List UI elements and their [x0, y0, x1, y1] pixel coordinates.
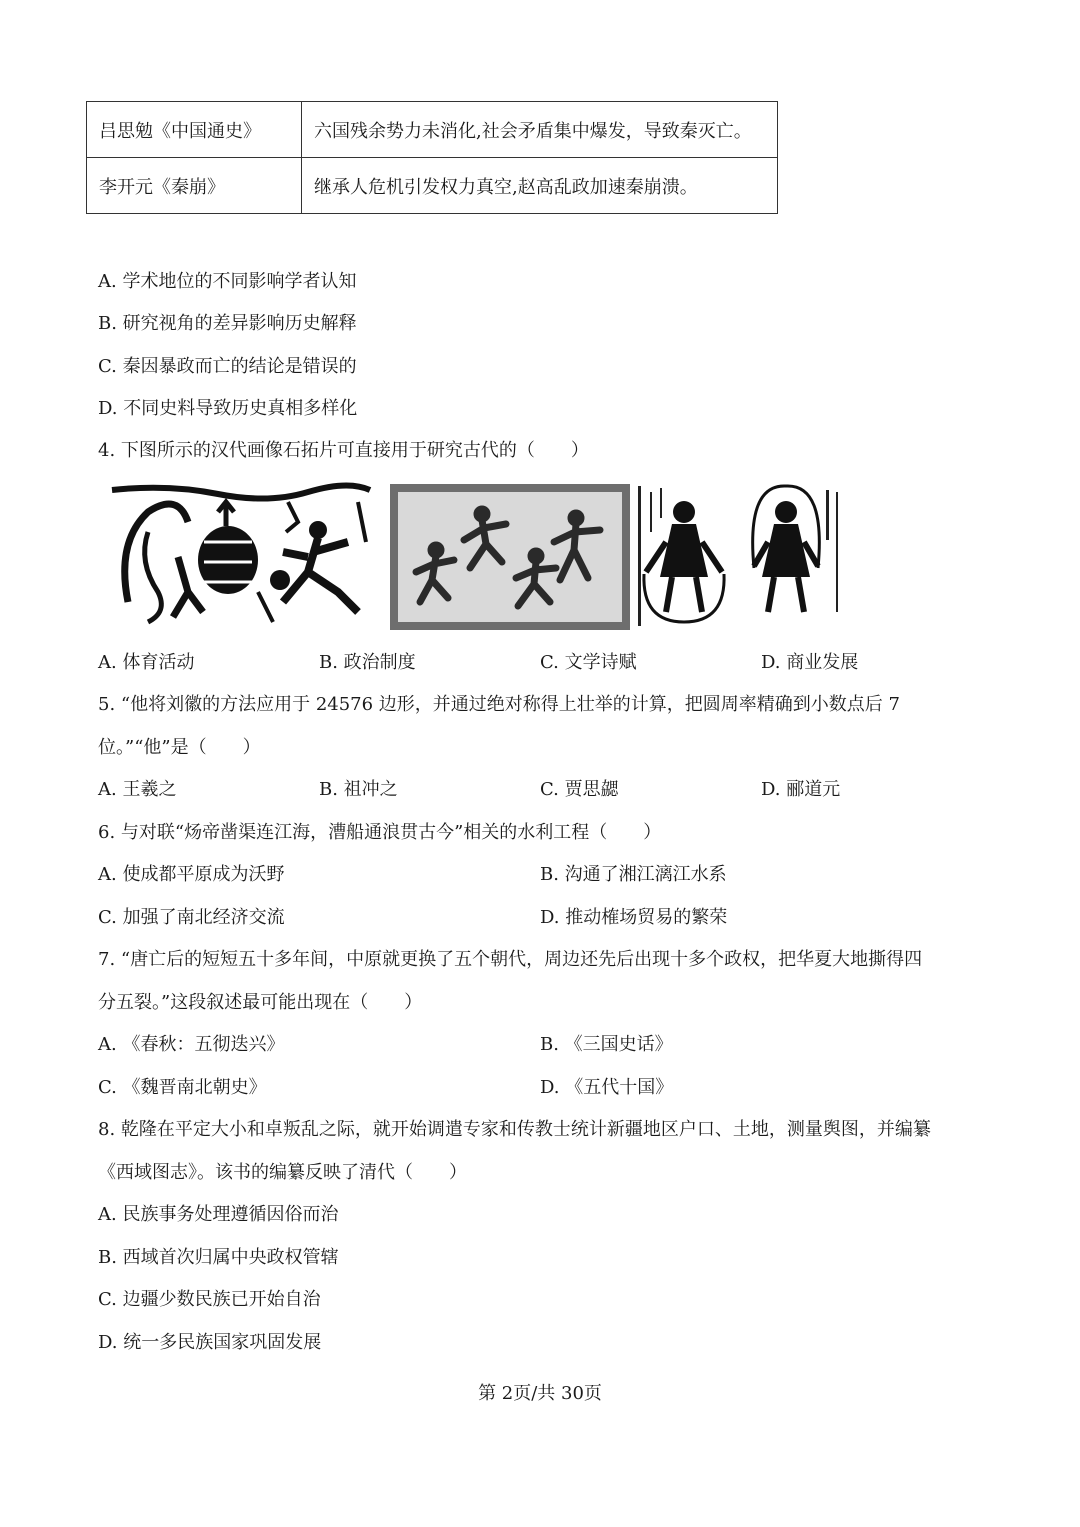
q3-option-d: D. 不同史料导致历史真相多样化	[98, 398, 358, 419]
q8-option-d: D. 统一多民族国家巩固发展	[98, 1332, 322, 1353]
q6-option-a: A. 使成都平原成为沃野	[98, 864, 285, 885]
q3-option-c: C. 秦因暴政而亡的结论是错误的	[98, 356, 357, 377]
q5-option-c: C. 贾思勰	[540, 779, 619, 800]
q6-option-b: B. 沟通了湘江漓江水系	[540, 864, 727, 885]
rubbing-dancers-image	[390, 484, 630, 630]
q5-option-d: D. 郦道元	[761, 779, 841, 800]
q7-option-c: C. 《魏晋南北朝史》	[98, 1077, 267, 1098]
q5-stem-line1: 5. “他将刘徽的方法应用于 24576 边形，并通过绝对称得上壮举的计算，把圆周率精确到小数点后 7	[98, 694, 900, 715]
q8-option-a: A. 民族事务处理遵循因俗而治	[98, 1204, 339, 1225]
table-cell-view: 继承人危机引发权力真空,赵高乱政加速秦崩溃。	[302, 158, 778, 214]
table-cell-source: 李开元《秦崩》	[87, 158, 302, 214]
q8-option-c: C. 边疆少数民族已开始自治	[98, 1289, 321, 1310]
q7-option-a: A. 《春秋：五彻迭兴》	[98, 1034, 285, 1055]
table-row	[87, 158, 778, 214]
q6-stem: 6. 与对联“炀帝凿渠连江海，漕船通浪贯古今”相关的水利工程（ ）	[98, 822, 662, 843]
q7-stem-line1: 7. “唐亡后的短短五十多年间，中原就更换了五个朝代，周边还先后出现十多个政权，把华夏大地撕得四	[98, 949, 923, 970]
q8-option-b: B. 西域首次归属中央政权管辖	[98, 1247, 339, 1268]
q3-option-b: B. 研究视角的差异影响历史解释	[98, 313, 357, 334]
q4-option-c: C. 文学诗赋	[540, 652, 637, 673]
q4-option-d: D. 商业发展	[761, 652, 859, 673]
q8-stem-line2: 《西域图志》。该书的编纂反映了清代（ ）	[98, 1162, 467, 1183]
q7-option-b: B. 《三国史话》	[540, 1034, 673, 1055]
rubbing-ball-game-image	[108, 482, 374, 632]
q4-option-a: A. 体育活动	[98, 652, 195, 673]
q7-option-d: D. 《五代十国》	[540, 1077, 674, 1098]
q5-stem-line2: 位。”“他”是（ ）	[98, 737, 261, 758]
table-cell-view: 六国残余势力未消化,社会矛盾集中爆发，导致秦灭亡。	[302, 102, 778, 158]
table-cell-source: 吕思勉《中国通史》	[87, 102, 302, 158]
q6-option-c: C. 加强了南北经济交流	[98, 907, 285, 928]
q8-stem-line1: 8. 乾隆在平定大小和卓叛乱之际，就开始调遣专家和传教士统计新疆地区户口、土地，测量舆图，并编纂	[98, 1119, 931, 1140]
q6-option-d: D. 推动榷场贸易的繁荣	[540, 907, 728, 928]
q4-stem: 4. 下图所示的汉代画像石拓片可直接用于研究古代的（ ）	[98, 440, 589, 461]
q5-option-b: B. 祖冲之	[319, 779, 398, 800]
page-footer: 第 2页/共 30页	[478, 1383, 602, 1404]
q4-option-b: B. 政治制度	[319, 652, 416, 673]
q5-option-a: A. 王羲之	[98, 779, 177, 800]
table-row	[87, 102, 778, 158]
historians-table	[86, 101, 778, 214]
q7-stem-line2: 分五裂。”这段叙述最可能出现在（ ）	[98, 992, 423, 1013]
rubbing-rope-skipping-image	[636, 482, 844, 632]
q3-option-a: A. 学术地位的不同影响学者认知	[98, 271, 357, 292]
